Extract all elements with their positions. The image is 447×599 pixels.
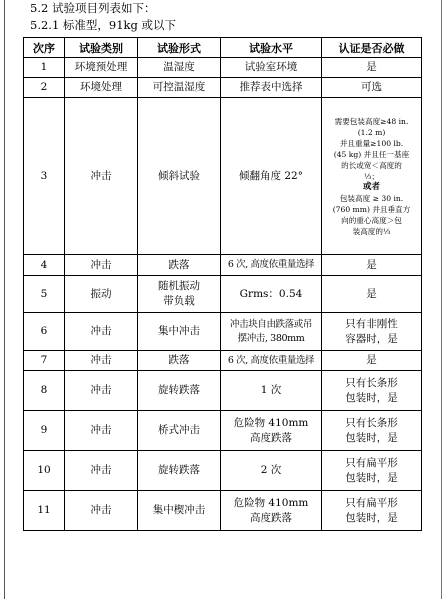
table-row [24, 313, 422, 351]
column-header-sequence: 次序 [24, 38, 65, 58]
column-header-required: 认证是否必做 [322, 38, 422, 58]
table-row [24, 351, 422, 371]
cell-line: 高度跌落 [250, 431, 292, 444]
cell-form: 桥式冲击 [138, 411, 221, 451]
condition-or: 或者 [362, 181, 380, 192]
subsection-heading: 5.2.1 标准型，91kg 或以下 [30, 18, 177, 32]
cell-level: 推荐表中选择 [221, 78, 322, 98]
cell-num: 5 [24, 276, 65, 313]
column-header-level: 试验水平 [221, 38, 322, 58]
condition-line: (1.2 m) [357, 127, 386, 137]
cell-level: 倾翻角度 22° [221, 98, 322, 255]
cell-required [322, 491, 422, 531]
cell-num: 11 [24, 491, 65, 531]
cell-num: 7 [24, 351, 65, 371]
table-row [24, 491, 422, 531]
cell-line: 包装时，是 [345, 511, 398, 524]
cell-form: 跌落 [138, 255, 221, 276]
condition-line: 并且重量≥100 lb. [339, 138, 404, 148]
cell-required: 是 [322, 276, 422, 313]
column-header-category: 试验类别 [65, 38, 138, 58]
cell-num: 1 [24, 58, 65, 78]
cell-level: Grms：0.54 [221, 276, 322, 313]
cell-form: 旋转跌落 [138, 371, 221, 411]
cell-num: 2 [24, 78, 65, 98]
cell-line: 只有长条形 [345, 416, 398, 429]
cell-required-conditions [322, 98, 422, 255]
condition-line: 装高度的⅓ [352, 226, 391, 236]
condition-line: (760 mm) 并且垂直方 [332, 204, 411, 214]
condition-line: 的长或宽＜高度的 [341, 160, 402, 170]
cell-form: 集中冲击 [138, 313, 221, 351]
cell-num: 4 [24, 255, 65, 276]
cell-line: 包装时，是 [345, 431, 398, 444]
cell-line: 只有扁平形 [345, 496, 398, 509]
cell-level [221, 313, 322, 351]
cell-required [322, 451, 422, 491]
cell-level: 2 次 [221, 451, 322, 491]
table-row [24, 255, 422, 276]
column-header-form: 试验形式 [138, 38, 221, 58]
cell-line: 摆冲击, 380mm [237, 332, 305, 344]
cell-line: 危险物 410mm [233, 416, 309, 429]
cell-required [322, 411, 422, 451]
cell-line: 危险物 410mm [233, 496, 309, 509]
cell-category: 环境处理 [65, 78, 138, 98]
table-row [24, 411, 422, 451]
cell-line: 冲击块自由跌落或吊 [230, 318, 312, 330]
table-row [24, 78, 422, 98]
cell-line: 只有长条形 [345, 376, 398, 389]
cell-category: 冲击 [65, 411, 138, 451]
cell-category: 冲击 [65, 451, 138, 491]
cell-category: 冲击 [65, 313, 138, 351]
condition-line: 包装高度 ≥ 30 in. [339, 193, 404, 203]
table-row [24, 371, 422, 411]
cell-form: 温湿度 [138, 58, 221, 78]
cell-level: 试验室环境 [221, 58, 322, 78]
cell-required: 可选 [322, 78, 422, 98]
cell-line: 包装时，是 [345, 391, 398, 404]
cell-category: 冲击 [65, 351, 138, 371]
cell-level: 1 次 [221, 371, 322, 411]
cell-category: 冲击 [65, 98, 138, 255]
table-row [24, 58, 422, 78]
cell-form: 跌落 [138, 351, 221, 371]
condition-line: ⅓； [364, 171, 379, 181]
section-heading: 5.2 试验项目列表如下： [30, 1, 156, 15]
table-header-row [24, 38, 422, 58]
cell-num: 9 [24, 411, 65, 451]
condition-line: (45 kg) 并且任一基座 [333, 149, 410, 159]
page-left-border [4, 0, 5, 599]
table-row [24, 276, 422, 313]
cell-level [221, 491, 322, 531]
test-items-table [23, 37, 422, 531]
cell-line: 高度跌落 [250, 511, 292, 524]
cell-line: 包装时，是 [345, 471, 398, 484]
cell-form: 倾斜试验 [138, 98, 221, 255]
cell-form: 旋转跌落 [138, 451, 221, 491]
condition-line: 需要包装高度≥48 in. [334, 116, 409, 126]
cell-num: 8 [24, 371, 65, 411]
cell-level: 6 次, 高度依重量选择 [221, 255, 322, 276]
table-row [24, 98, 422, 255]
page-right-border [441, 0, 442, 599]
cell-form [138, 276, 221, 313]
cell-level: 6 次, 高度依重量选择 [221, 351, 322, 371]
cell-required [322, 371, 422, 411]
cell-form: 可控温湿度 [138, 78, 221, 98]
table-row [24, 451, 422, 491]
cell-line: 随机振动 [158, 280, 200, 292]
condition-line: 向的重心高度＞包 [341, 215, 402, 225]
cell-required: 是 [322, 351, 422, 371]
cell-category: 振动 [65, 276, 138, 313]
cell-required [322, 313, 422, 351]
cell-required: 是 [322, 58, 422, 78]
cell-line: 只有扁平形 [345, 456, 398, 469]
cell-category: 冲击 [65, 255, 138, 276]
cell-required: 是 [322, 255, 422, 276]
cell-line: 带负载 [163, 295, 195, 307]
cell-category: 环境预处理 [65, 58, 138, 78]
cell-level [221, 411, 322, 451]
cell-form: 集中楔冲击 [138, 491, 221, 531]
cell-line: 只有非刚性 [345, 317, 398, 330]
cell-num: 10 [24, 451, 65, 491]
cell-category: 冲击 [65, 371, 138, 411]
cell-category: 冲击 [65, 491, 138, 531]
cell-num: 3 [24, 98, 65, 255]
cell-line: 容器时，是 [345, 332, 398, 345]
cell-num: 6 [24, 313, 65, 351]
